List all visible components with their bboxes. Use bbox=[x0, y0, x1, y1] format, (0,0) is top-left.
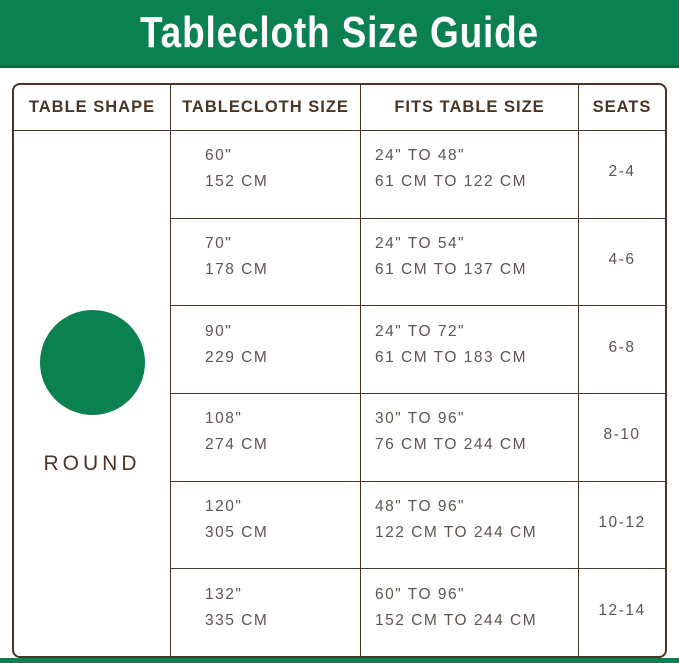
seats-cell bbox=[578, 481, 665, 569]
seats-value: 8-10 bbox=[603, 426, 641, 444]
fits-inches: 60" TO 96" bbox=[375, 585, 466, 603]
shape-label: ROUND bbox=[43, 451, 141, 475]
fits-table-size-cell bbox=[360, 218, 578, 306]
fits-table-size-cell bbox=[360, 130, 578, 218]
fits-cm: 61 CM TO 137 CM bbox=[375, 260, 528, 278]
table-shape-cell bbox=[14, 130, 170, 656]
tablecloth-size-cell bbox=[170, 305, 360, 393]
tablecloth-size-cell bbox=[170, 218, 360, 306]
seats-cell bbox=[578, 393, 665, 481]
seats-cell bbox=[578, 130, 665, 218]
size-cm: 274 CM bbox=[205, 436, 269, 454]
tablecloth-size-cell bbox=[170, 568, 360, 656]
size-guide-table bbox=[12, 83, 667, 658]
size-inches: 70" bbox=[205, 234, 233, 252]
fits-inches: 24" TO 72" bbox=[375, 322, 466, 340]
size-inches: 60" bbox=[205, 147, 233, 165]
fits-inches: 30" TO 96" bbox=[375, 410, 466, 428]
size-inches: 90" bbox=[205, 322, 233, 340]
seats-value: 2-4 bbox=[608, 163, 636, 181]
column-header-table-shape: TABLE SHAPE bbox=[28, 98, 156, 116]
title-banner bbox=[0, 0, 679, 68]
tablecloth-size-cell bbox=[170, 130, 360, 218]
fits-table-size-cell bbox=[360, 568, 578, 656]
seats-value: 4-6 bbox=[608, 250, 636, 268]
column-header-tablecloth-size: TABLECLOTH SIZE bbox=[170, 85, 360, 130]
seats-cell bbox=[578, 305, 665, 393]
size-inches: 132" bbox=[205, 585, 243, 603]
seats-value: 12-14 bbox=[598, 601, 646, 619]
round-table-icon bbox=[40, 310, 145, 415]
size-cm: 305 CM bbox=[205, 523, 269, 541]
fits-table-size-cell bbox=[360, 393, 578, 481]
page-title: Tablecloth Size Guide bbox=[140, 7, 539, 57]
fits-inches: 24" TO 54" bbox=[375, 234, 466, 252]
fits-cm: 152 CM TO 244 CM bbox=[375, 611, 538, 629]
size-cm: 335 CM bbox=[205, 611, 269, 629]
fits-cm: 76 CM TO 244 CM bbox=[375, 436, 528, 454]
fits-inches: 24" TO 48" bbox=[375, 147, 466, 165]
column-header-seats: SEATS bbox=[578, 85, 665, 130]
size-inches: 108" bbox=[205, 410, 243, 428]
footer-bar bbox=[0, 658, 679, 663]
column-header-fits-table-size: FITS TABLE SIZE bbox=[360, 85, 578, 130]
seats-cell bbox=[578, 218, 665, 306]
seats-value: 10-12 bbox=[598, 513, 646, 531]
size-cm: 178 CM bbox=[205, 260, 269, 278]
size-cm: 229 CM bbox=[205, 348, 269, 366]
tablecloth-size-cell bbox=[170, 393, 360, 481]
size-cm: 152 CM bbox=[205, 173, 269, 191]
size-inches: 120" bbox=[205, 497, 243, 515]
fits-cm: 61 CM TO 122 CM bbox=[375, 173, 528, 191]
seats-value: 6-8 bbox=[608, 338, 636, 356]
fits-cm: 122 CM TO 244 CM bbox=[375, 523, 538, 541]
fits-table-size-cell bbox=[360, 481, 578, 569]
fits-inches: 48" TO 96" bbox=[375, 497, 466, 515]
fits-table-size-cell bbox=[360, 305, 578, 393]
seats-cell bbox=[578, 568, 665, 656]
tablecloth-size-cell bbox=[170, 481, 360, 569]
fits-cm: 61 CM TO 183 CM bbox=[375, 348, 528, 366]
